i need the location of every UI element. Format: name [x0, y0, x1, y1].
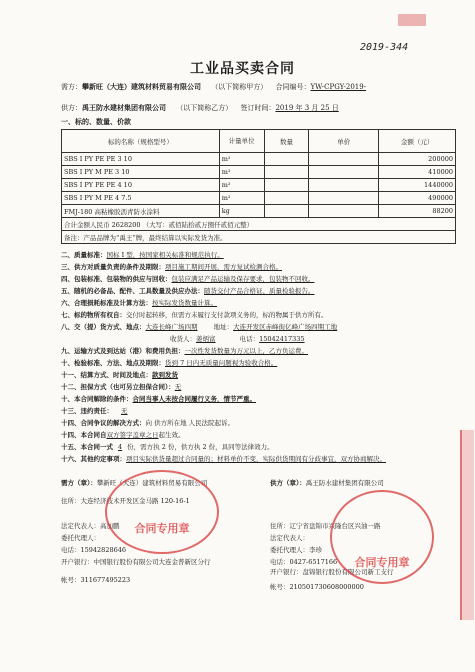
- buyer-addr: 大连经济技术开发区金马路 120-16-1: [80, 497, 190, 505]
- clause-tail: 份，需方执 2 份，供方执 2 份，具同等法律效力。: [127, 443, 274, 451]
- seller-bank-label: 开户银行：: [270, 568, 303, 576]
- row-qty: [264, 179, 309, 192]
- clause-label: 十三、违约责任：: [61, 407, 113, 415]
- clause-packaging: [61, 275, 315, 284]
- buyer-bank: 中国银行股份有限公司大连金普新区分行: [93, 558, 211, 566]
- seller-tel: 0427-6517166: [289, 558, 338, 566]
- contract-no: YW-CPGY-2019-: [310, 83, 367, 91]
- buyer-tel: [61, 546, 126, 555]
- clause-label: 八、交（提）货方式、地点：: [61, 323, 146, 331]
- seller-addr: 辽宁省盘锦市兴隆台区兴油一路: [289, 522, 381, 530]
- seller-rep: [270, 534, 309, 543]
- seller-label: 供方：: [61, 104, 82, 112]
- clause-label: 十一、结算方式、时间及地点：: [61, 371, 152, 379]
- clause-label: 十二、担保方式（也可另立担保合同）：: [61, 383, 175, 391]
- seller-block-label: 供方（章）：: [270, 479, 306, 487]
- row-amount: 1440000: [379, 179, 456, 192]
- clause-value: 货到 7 日内无质量问题视为验收合格。: [165, 359, 278, 367]
- seller-addr-label: 住所：: [270, 522, 290, 530]
- buyer-alias: （以下简称甲方）: [211, 83, 268, 91]
- seller-agent-label: 委托代理人：: [270, 546, 309, 554]
- clause-tail: 起生效。: [158, 431, 185, 439]
- row-amount: 200000: [379, 153, 456, 166]
- header-qty: 数量: [264, 130, 309, 153]
- clause-delivery: [61, 323, 337, 332]
- row-qty: [264, 192, 309, 205]
- seller-bank: 盘锦银行股份有限公司新工支行: [302, 568, 394, 576]
- clause-transport: [61, 347, 308, 356]
- clause-value: 姜炳富: [196, 335, 216, 343]
- clause-label: 五、随机的必备品、配件、工具数量及供应办法：: [61, 287, 204, 295]
- row-amount: 410000: [379, 166, 456, 179]
- clause-inspection: [61, 359, 277, 368]
- row-amount: 490000: [379, 192, 456, 205]
- buyer-block-name: 攀新旺（大连）建筑材料贸易有限公司: [96, 479, 208, 487]
- row-amount: 88200: [379, 205, 456, 218]
- seam-seal-mark: [460, 430, 474, 620]
- table-header-row: [62, 130, 456, 153]
- section-heading-items: 一、标的、数量、价款: [61, 117, 131, 126]
- row-unit: m²: [219, 179, 264, 192]
- seller-alias: （以下简称乙方）: [176, 104, 233, 112]
- clause-label: 十五、本合同一式: [61, 443, 113, 451]
- seller-block-name: 禹王防水建材集团有限公司: [305, 479, 384, 487]
- clause-dispute: [61, 419, 234, 428]
- row-price: [309, 192, 379, 205]
- sign-date-label: 签订时间：: [240, 104, 276, 112]
- clause-value: 向 供方所在地 人民法院起诉。: [145, 419, 235, 427]
- clause-value: 大连长峰广场四期: [145, 323, 198, 331]
- clause-termination: [61, 395, 256, 404]
- seller-name: 禹王防水建材集团有限公司: [82, 103, 166, 112]
- row-name: SBS I PY M PE 3 10: [62, 166, 220, 179]
- buyer-seal-text: 合同专用章: [134, 522, 190, 535]
- seller-acct: 210501730608000000: [289, 583, 364, 591]
- seller-contract-seal: [330, 490, 434, 584]
- clause-value: 国标 I 型，按国家相关标准和规范执行。: [106, 251, 224, 259]
- clause-loss: [61, 299, 217, 308]
- clause-extra-label: 电话：: [239, 335, 260, 343]
- buyer-acct: 311677495223: [80, 576, 131, 584]
- table-row: [62, 153, 456, 166]
- row-unit: m²: [219, 166, 264, 179]
- clause-label: 四、包装标准、包装物的供应与回收：: [61, 275, 172, 283]
- seller-rep-label: 法定代表人：: [270, 534, 309, 542]
- clause-value: 款到发货: [152, 371, 178, 379]
- seller-line: [61, 103, 339, 113]
- row-unit: kg: [219, 205, 264, 218]
- clause-ownership: [61, 311, 328, 320]
- clause-label: 六、合理损耗标准及计算方法：: [61, 299, 152, 307]
- clause-receiver: [170, 335, 305, 344]
- clause-value: 包装应满足产品运输及保存要求，包装物不回收。: [171, 275, 315, 283]
- seller-tel-label: 电话：: [270, 558, 290, 566]
- clause-value: 无: [121, 407, 128, 415]
- row-price: [309, 179, 379, 192]
- header-price: 单价: [309, 130, 379, 153]
- total-amount: 合计金额人民币 2628200 （大写：贰佰陆拾贰万捌仟贰佰元整）: [62, 218, 456, 231]
- clause-label: 七、标的物所有权自：: [61, 311, 126, 319]
- row-name: SBS I PY PE PE 4 10: [62, 179, 220, 192]
- table-note-row: [62, 231, 456, 244]
- clause-label: 十六、其他约定事项：: [61, 455, 126, 463]
- row-unit: m²: [219, 192, 264, 205]
- buyer-contract-seal: [105, 470, 219, 554]
- clause-guarantee: [61, 383, 181, 392]
- header-name: 标的名称（规格型号）: [62, 130, 220, 153]
- clause-label: 二、质量标准：: [61, 251, 107, 259]
- clause-label: 十四、本合同自: [61, 431, 107, 439]
- contract-no-label: 合同编号：: [275, 83, 311, 91]
- row-qty: [264, 153, 309, 166]
- row-name: SBS I PY PE PE 3 10: [62, 153, 220, 166]
- buyer-rep: 高加鹏: [100, 522, 120, 530]
- clause-other: [61, 455, 461, 464]
- table-row: [62, 179, 456, 192]
- buyer-block-label: 需方（章）：: [61, 479, 97, 487]
- header-unit: 计量单位: [219, 130, 264, 153]
- clause-accessories: [61, 287, 315, 296]
- buyer-agent-label: 委托代理人：: [61, 534, 100, 542]
- buyer-bank-label: 开户银行：: [61, 558, 94, 566]
- clause-quality-terms: [61, 263, 282, 272]
- buyer-bank: [61, 558, 211, 567]
- table-row: [62, 205, 456, 218]
- seller-account: [270, 583, 364, 592]
- row-price: [309, 166, 379, 179]
- row-name: SBS I PY M PE 4 7.5: [62, 192, 220, 205]
- clause-value: 交付时起转移，但需方未履行支付款项义务的，标的物属于供方所有。: [126, 311, 328, 319]
- seller-agent: 李珍: [309, 546, 322, 554]
- clause-label: 三、供方对质量负责的条件及期限：: [61, 263, 165, 271]
- clause-label: 十、检验标准、方法、地点及期限：: [61, 359, 165, 367]
- clause-label: 收货人：: [170, 335, 196, 343]
- buyer-name: 攀新旺（大连）建筑材料贸易有限公司: [82, 82, 201, 91]
- sign-date: 2019 年 3 月 25 日: [275, 104, 339, 112]
- row-name: FMJ-180 高粘橡胶沥青防水涂料: [62, 205, 220, 218]
- top-stamp-mark: [398, 14, 426, 26]
- clause-value: 一次性发货数量为万元以上，乙方负运费。: [184, 347, 308, 355]
- seller-acct-label: 帐号：: [270, 583, 290, 591]
- clause-extra-label: 地址：: [213, 323, 234, 331]
- table-row: [62, 166, 456, 179]
- row-price: [309, 153, 379, 166]
- clause-value: 按实际发货数量计算。: [152, 299, 217, 307]
- document-title: 工业品买卖合同: [190, 61, 295, 77]
- clause-copies: [61, 443, 274, 452]
- table-row: [62, 192, 456, 205]
- row-qty: [264, 166, 309, 179]
- buyer-line: [61, 82, 366, 92]
- row-unit: m²: [219, 153, 264, 166]
- buyer-acct-label: 帐号：: [61, 576, 81, 584]
- row-qty: [264, 205, 309, 218]
- clause-quality: [61, 251, 224, 260]
- clause-extra: 大连开发区赤峰街亿峰广场四期工地: [233, 323, 338, 331]
- clause-value: 随货交付产品合格证、质量检验报告。: [204, 287, 315, 295]
- clause-value: 双方签字盖章之日: [106, 431, 159, 439]
- handwritten-reference: 2019-344: [360, 42, 409, 53]
- buyer-account: [61, 576, 130, 585]
- clause-liability: [61, 407, 136, 416]
- buyer-rep-label: 法定代表人：: [61, 522, 100, 530]
- seller-seal-line: [270, 479, 384, 488]
- buyer-label: 需方：: [61, 83, 82, 91]
- clause-value: 4: [118, 443, 123, 451]
- buyer-agent: [61, 534, 100, 543]
- clause-label: 九、运输方式及到达站（港）和费用负担：: [61, 347, 185, 355]
- buyer-tel-label: 电话：: [61, 546, 81, 554]
- clause-effective: [61, 431, 185, 440]
- row-price: [309, 205, 379, 218]
- clause-value: 合同当事人未按合同履行义务，情节严重。: [132, 395, 256, 403]
- seller-seal-text: 合同专用章: [354, 556, 410, 569]
- clause-label: 十四、合同争议的解决方式：: [61, 419, 146, 427]
- seller-agent: [270, 546, 322, 555]
- items-table: [61, 129, 456, 244]
- seller-tel: [270, 558, 337, 567]
- clause-value: 项目实际供货量超过合同量的；材料单价不变，实际供货期间有分歧事宜，双方协商解决。: [126, 455, 386, 463]
- clause-settlement: [61, 371, 178, 380]
- clause-value: 无: [174, 383, 182, 391]
- table-note: 备注：产品品牌为“禹王”牌，最终结算以实际发货为准。: [62, 231, 456, 244]
- buyer-addr-label: 住所：: [61, 497, 81, 505]
- clause-value: 项目施工期间开展，需方复试检测合格。: [165, 263, 282, 271]
- clause-extra: 15042417335: [259, 335, 305, 343]
- header-amount: 金额（元）: [379, 130, 456, 153]
- buyer-tel: 15942828646: [80, 546, 126, 554]
- table-total-row: [62, 218, 456, 231]
- clause-label: 十、本合同解除的条件：: [61, 395, 133, 403]
